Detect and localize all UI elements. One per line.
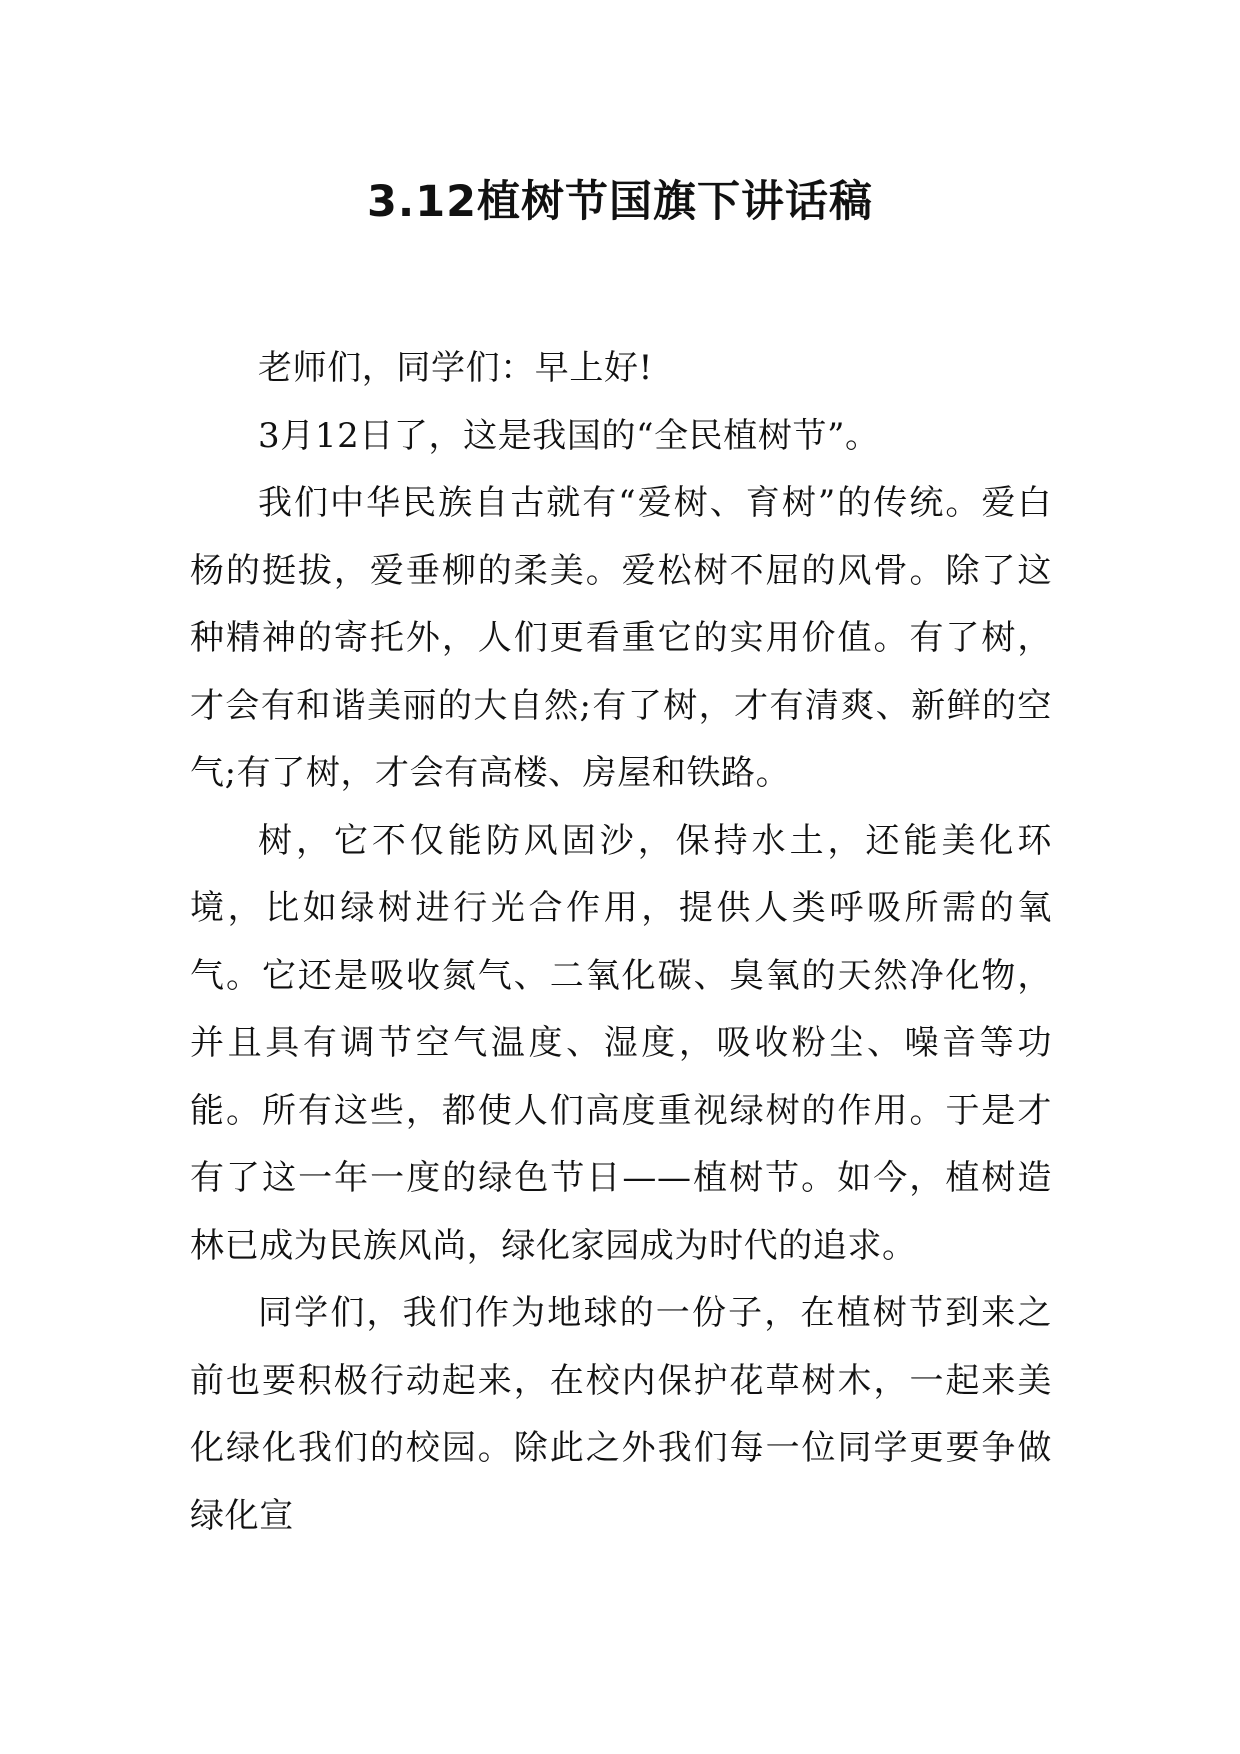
paragraph-greeting: 老师们，同学们：早上好! bbox=[258, 348, 653, 388]
paragraph-tree-benefits: 树，它不仅能防风固沙，保持水土，还能美化环境，比如绿树进行光合作用，提供人类呼吸所需的氧气。它还是吸收氮气、二氧化碳、臭氧的天然净化物，并且具有调节空气温度、湿度，吸收粉尘、噪音等功能。所有这些，都使人们高度重视绿树的作用。于是才有了这一年一度的绿色节日——植树节。如今，植树造林已成为民族风尚，绿化家园成为时代的追求。 bbox=[190, 820, 1052, 1266]
paragraph-date: 3月12日了，这是我国的“全民植树节”。 bbox=[258, 415, 880, 456]
paragraph-call-to-action: 同学们，我们作为地球的一份子，在植树节到来之前也要积极行动起来，在校内保护花草树木，一起来美化绿化我们的校园。除此之外我们每一位同学更要争做绿化宣 bbox=[190, 1293, 1052, 1536]
document-body bbox=[190, 335, 1052, 1550]
document-title: 3.12植树节国旗下讲话稿 bbox=[366, 177, 874, 227]
paragraph-tradition: 我们中华民族自古就有“爱树、育树”的传统。爱白杨的挺拔，爱垂柳的柔美。爱松树不屈的风骨。除了这种精神的寄托外，人们更看重它的实用价值。有了树，才会有和谐美丽的大自然;有了树，才有清爽、新鲜的空气;有了树，才会有高楼、房屋和铁路。 bbox=[190, 483, 1052, 793]
